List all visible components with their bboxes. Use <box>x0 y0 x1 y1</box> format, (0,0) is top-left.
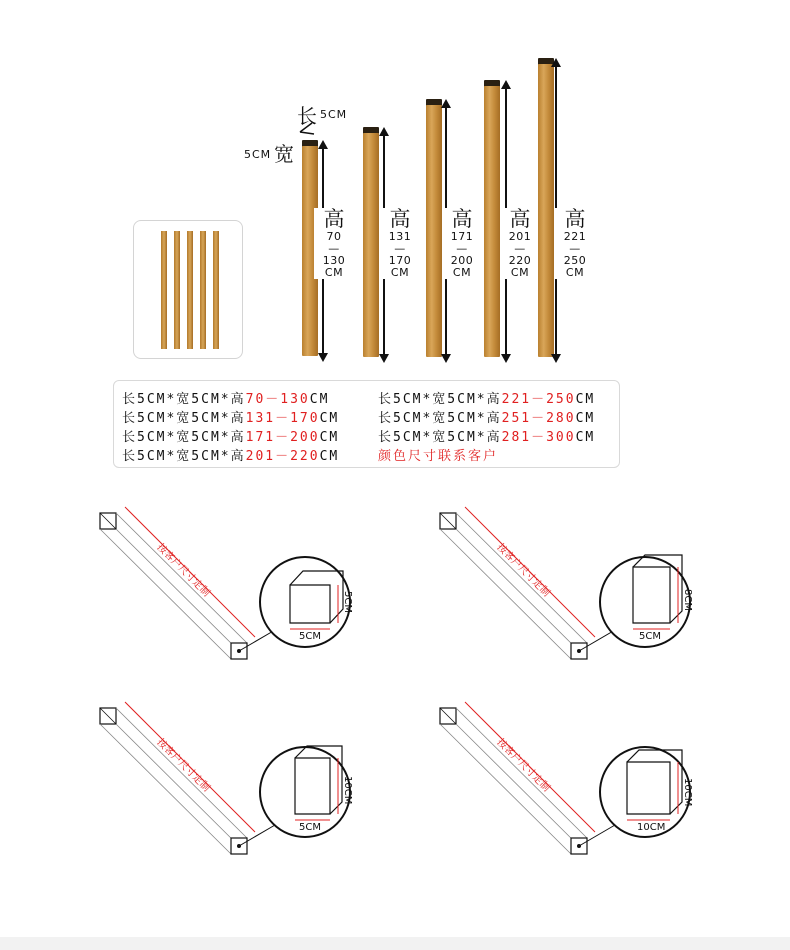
spec-row <box>122 407 339 426</box>
spec-range: 221－250 <box>501 392 576 407</box>
spec-row <box>122 426 339 445</box>
spec-range: 251－280 <box>501 411 576 426</box>
height-max: 200 <box>450 254 474 268</box>
dash: — <box>394 242 406 256</box>
product-thumbnail[interactable] <box>133 220 243 359</box>
height-min: 70 <box>326 230 342 244</box>
spec-row <box>378 388 595 407</box>
spec-prefix: 长5CM*宽5CM*高 <box>378 392 502 407</box>
length-label: 长 <box>297 104 317 128</box>
gao-text: 高 <box>389 207 411 231</box>
spec-suffix: CM <box>575 392 596 407</box>
spec-suffix: CM <box>319 430 340 445</box>
section-diagram-4 <box>435 700 735 890</box>
height-min: 221 <box>563 230 587 244</box>
custom-size-label: 按客户尺寸定制 <box>154 736 212 795</box>
spec-range: 201－220 <box>245 449 320 464</box>
height-max: 220 <box>508 254 532 268</box>
spec-prefix: 长5CM*宽5CM*高 <box>122 411 246 426</box>
custom-size-label: 按客户尺寸定制 <box>154 541 212 600</box>
length-value: 5CM <box>320 108 348 121</box>
spec-prefix: 长5CM*宽5CM*高 <box>122 430 246 445</box>
spec-row <box>122 388 329 407</box>
spec-suffix: CM <box>309 392 330 407</box>
unit: CM <box>510 266 530 280</box>
height-max: 130 <box>322 254 346 268</box>
length-indicator-icon <box>298 120 322 142</box>
gao-text: 高 <box>323 207 345 231</box>
spec-suffix: CM <box>575 411 596 426</box>
unit: CM <box>565 266 585 280</box>
page-footer-bar <box>0 937 790 950</box>
section-diagram-1 <box>95 505 395 695</box>
height-min: 171 <box>450 230 474 244</box>
spec-range: 171－200 <box>245 430 320 445</box>
thumb-post <box>174 231 180 349</box>
side-dimension: 10CM <box>342 776 353 805</box>
thumb-post <box>213 231 219 349</box>
height-label-4 <box>500 208 540 279</box>
spec-suffix: CM <box>319 411 340 426</box>
custom-size-label: 按客户尺寸定制 <box>494 541 552 600</box>
height-min: 201 <box>508 230 532 244</box>
section-diagram-3 <box>95 700 395 890</box>
spec-suffix: CM <box>575 430 596 445</box>
custom-size-label: 按客户尺寸定制 <box>494 736 552 795</box>
height-label-5 <box>555 208 595 279</box>
width-value: 5CM <box>244 148 272 161</box>
thumb-post <box>200 231 206 349</box>
spec-prefix: 长5CM*宽5CM*高 <box>378 430 502 445</box>
height-label-2 <box>380 208 420 279</box>
thumb-post <box>187 231 193 349</box>
bottom-dimension: 10CM <box>637 822 666 833</box>
spec-row <box>378 426 595 445</box>
gao-text: 高 <box>451 207 473 231</box>
spec-prefix: 长5CM*宽5CM*高 <box>378 411 502 426</box>
dash: — <box>456 242 468 256</box>
dash: — <box>569 242 581 256</box>
spec-range: 281－300 <box>501 430 576 445</box>
post-171-200[interactable] <box>426 105 442 357</box>
spec-prefix: 长5CM*宽5CM*高 <box>122 449 246 464</box>
spec-range: 131－170 <box>245 411 320 426</box>
height-max: 250 <box>563 254 587 268</box>
post-131-170[interactable] <box>363 133 379 357</box>
spec-range: 70－130 <box>245 392 310 407</box>
thumb-post <box>161 231 167 349</box>
spec-table <box>113 380 620 468</box>
height-label-1 <box>314 208 354 279</box>
gao-text: 高 <box>509 207 531 231</box>
spec-row <box>122 445 339 464</box>
height-min: 131 <box>388 230 412 244</box>
bottom-dimension: 5CM <box>299 822 321 833</box>
side-dimension: 8CM <box>682 589 693 611</box>
spec-row <box>378 407 595 426</box>
unit: CM <box>452 266 472 280</box>
spec-prefix: 长5CM*宽5CM*高 <box>122 392 246 407</box>
dash: — <box>328 242 340 256</box>
height-label-3 <box>442 208 482 279</box>
unit: CM <box>324 266 344 280</box>
contact-note: 颜色尺寸联系客户 <box>378 449 499 464</box>
height-max: 170 <box>388 254 412 268</box>
side-dimension: 5CM <box>342 591 353 613</box>
dash: — <box>514 242 526 256</box>
section-diagram-2 <box>435 505 735 695</box>
width-label: 宽 <box>274 142 294 166</box>
post-221-250[interactable] <box>538 64 554 357</box>
unit: CM <box>390 266 410 280</box>
gao-text: 高 <box>564 207 586 231</box>
bottom-dimension: 5CM <box>639 631 661 642</box>
post-201-220[interactable] <box>484 86 500 357</box>
side-dimension: 10CM <box>682 778 693 807</box>
spec-suffix: CM <box>319 449 340 464</box>
bottom-dimension: 5CM <box>299 631 321 642</box>
